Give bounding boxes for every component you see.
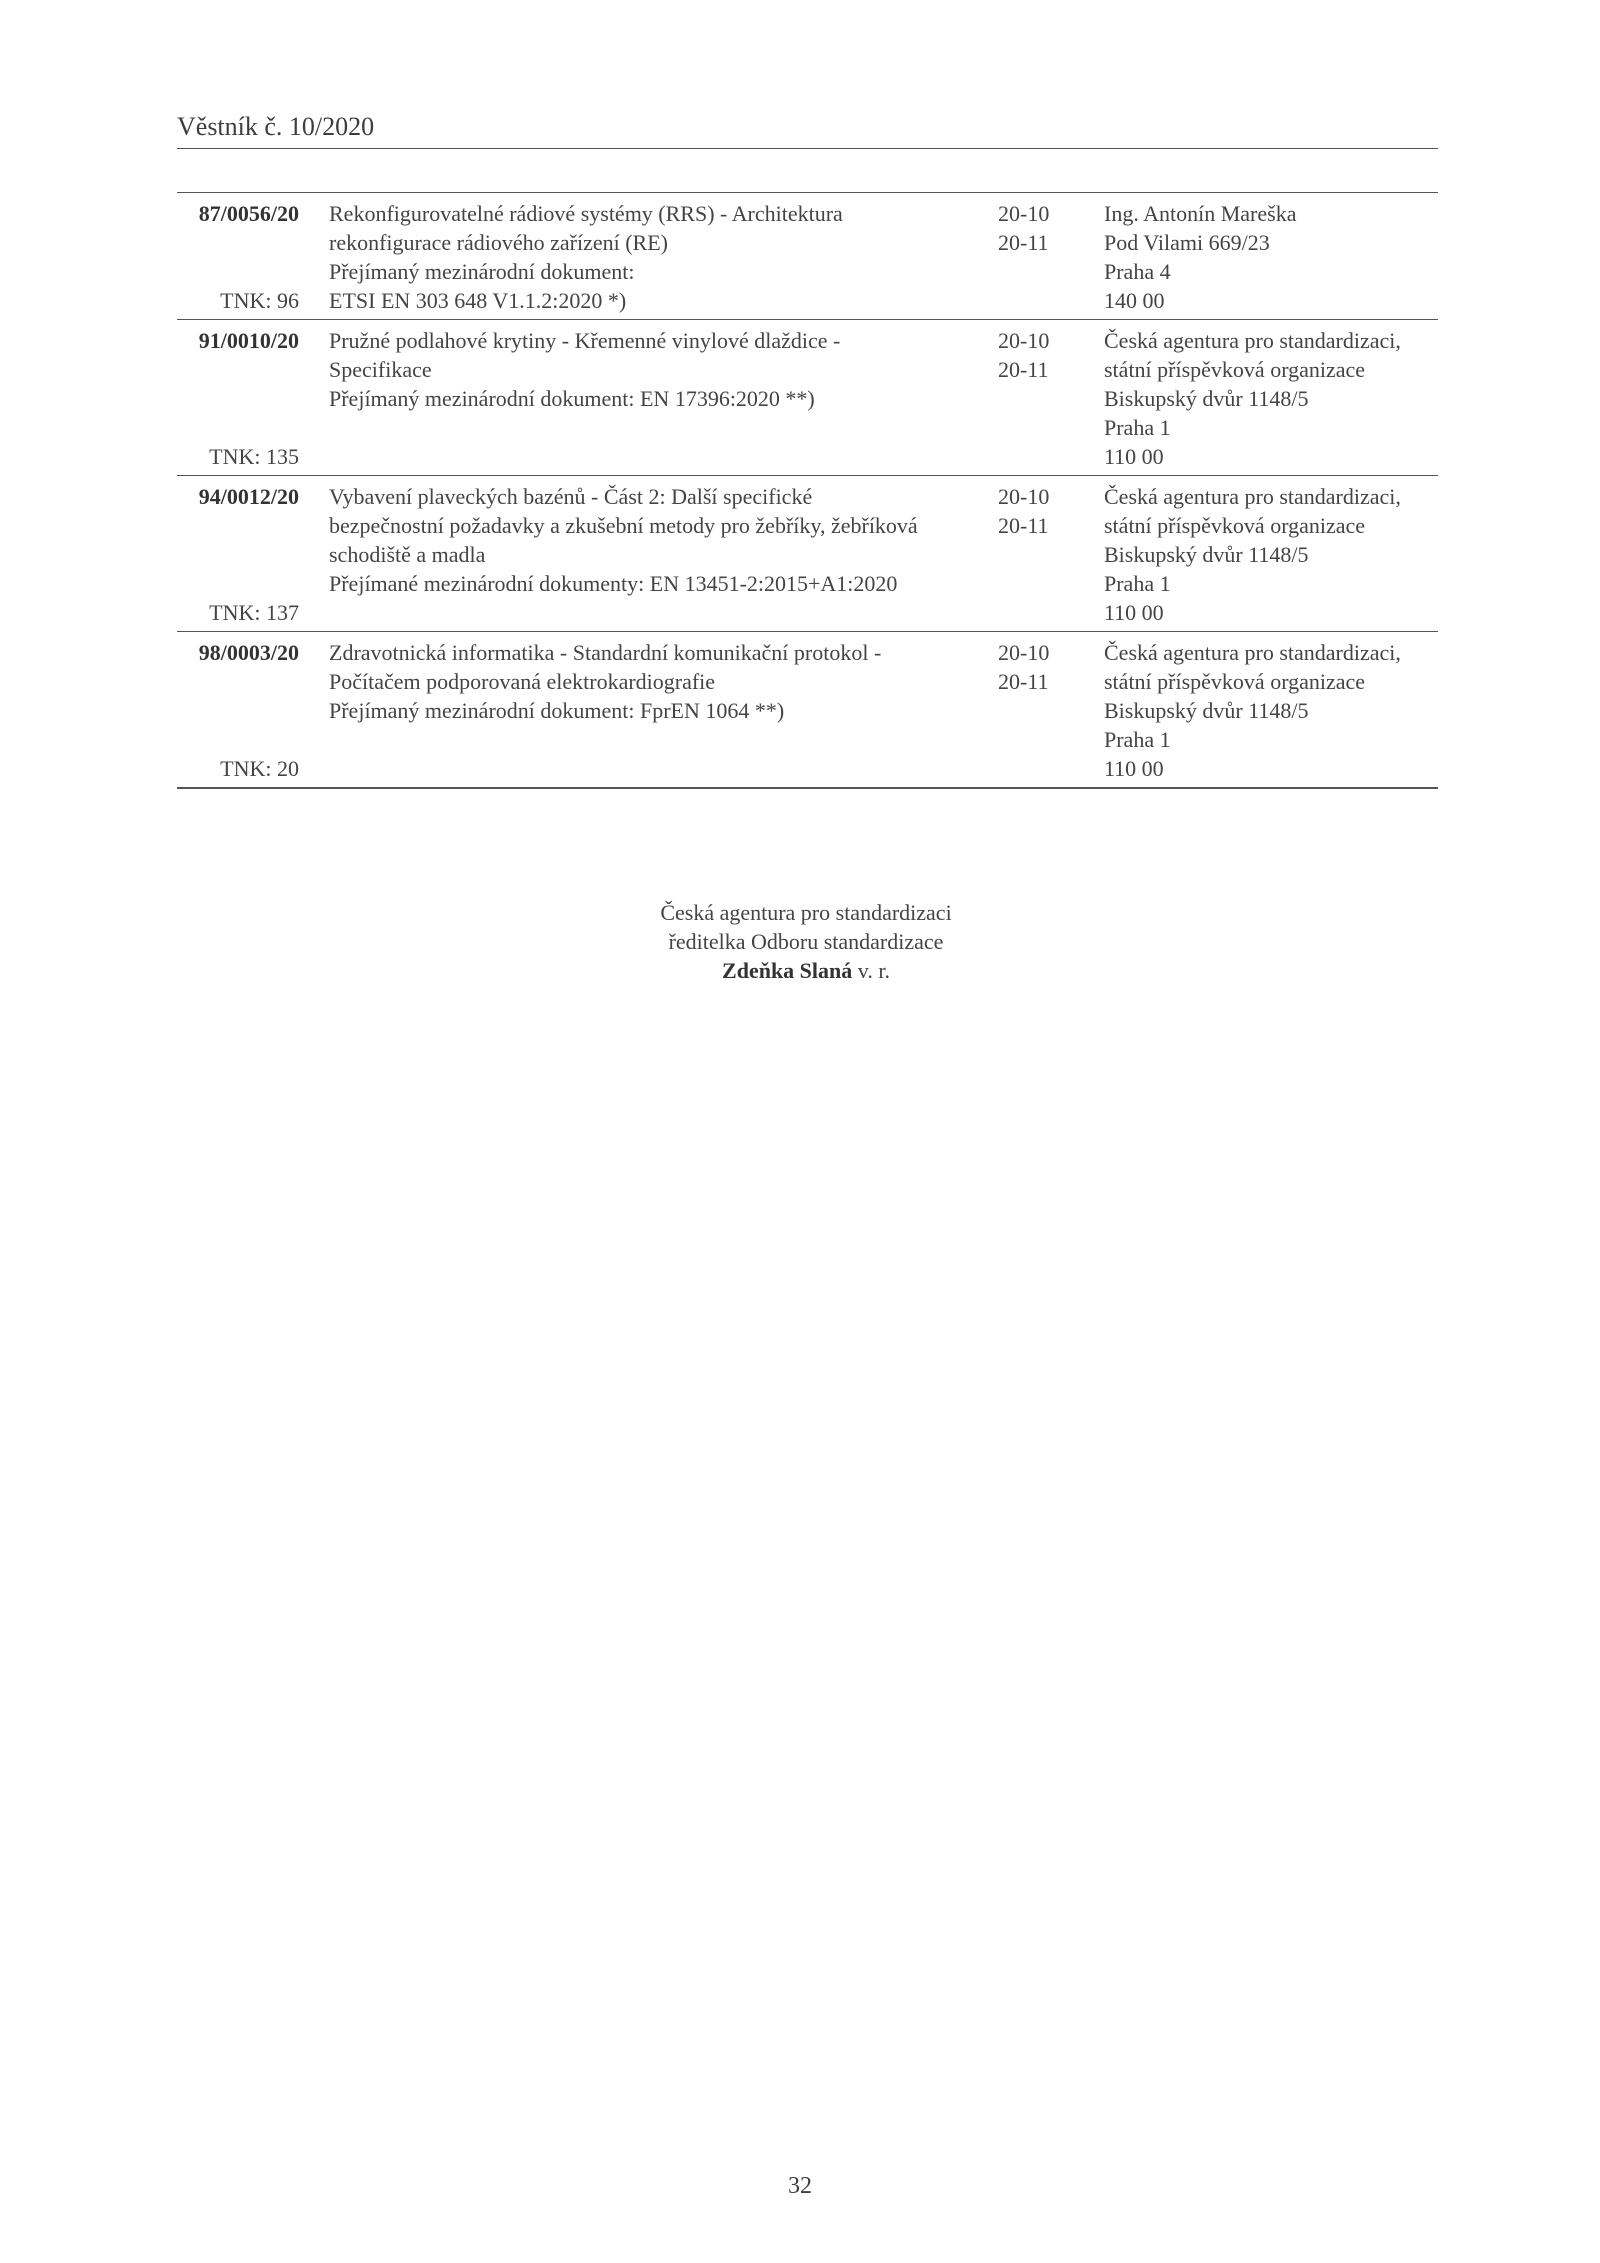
dates-cell xyxy=(998,632,1088,789)
description-line: Přejímaný mezinárodní dokument: FprEN 1064 **) xyxy=(329,698,785,723)
date-code: 20-11 xyxy=(998,357,1049,382)
address-line: Praha 1 xyxy=(1104,727,1171,752)
signature-name: Zdeňka Slaná xyxy=(722,958,853,983)
description-cell xyxy=(315,632,998,789)
date-code: 20-11 xyxy=(998,230,1049,255)
signature-position: ředitelka Odboru standardizace xyxy=(668,929,944,954)
address-line: Česká agentura pro standardizaci, xyxy=(1104,484,1401,509)
signature-name-line xyxy=(500,956,1112,985)
signature-organization: Česká agentura pro standardizaci xyxy=(660,900,952,925)
description-line: Vybavení plaveckých bazénů - Část 2: Další specifické xyxy=(329,484,813,509)
description-line: Přejímaný mezinárodní dokument: xyxy=(329,259,635,284)
notification-number: 91/0010/20 xyxy=(198,328,299,353)
address-line: Pod Vilami 669/23 xyxy=(1104,230,1270,255)
dates-cell xyxy=(998,320,1088,476)
address-line: státní příspěvková organizace xyxy=(1104,669,1366,694)
address-line: Biskupský dvůr 1148/5 xyxy=(1104,542,1309,567)
description-line: Specifikace xyxy=(329,357,432,382)
table-row xyxy=(177,193,1438,320)
address-line: Praha 1 xyxy=(1104,415,1171,440)
address-line: 110 00 xyxy=(1104,600,1164,625)
tnk-code: TNK: 20 xyxy=(220,756,299,781)
signature-block xyxy=(500,898,1112,985)
description-line: Přejímaný mezinárodní dokument: EN 17396:2020 **) xyxy=(329,386,815,411)
description-cell xyxy=(315,193,998,320)
tnk-code: TNK: 96 xyxy=(220,288,299,313)
notification-number: 98/0003/20 xyxy=(198,640,299,665)
row-identifier-cell xyxy=(177,476,315,632)
dates-cell xyxy=(998,476,1088,632)
tnk-code: TNK: 137 xyxy=(209,600,299,625)
page-number: 32 xyxy=(788,2173,812,2199)
address-cell xyxy=(1088,476,1438,632)
description-line: bezpečnostní požadavky a zkušební metody pro žebříky, žebříková xyxy=(329,513,918,538)
row-identifier-cell xyxy=(177,320,315,476)
address-line: Ing. Antonín Mareška xyxy=(1104,201,1297,226)
description-line: Počítačem podporovaná elektrokardiografie xyxy=(329,669,716,694)
address-line: 110 00 xyxy=(1104,444,1164,469)
address-line: Biskupský dvůr 1148/5 xyxy=(1104,386,1309,411)
address-cell xyxy=(1088,320,1438,476)
address-line: Česká agentura pro standardizaci, xyxy=(1104,328,1401,353)
address-line: Praha 1 xyxy=(1104,571,1171,596)
date-code: 20-10 xyxy=(998,201,1050,226)
standards-table-body xyxy=(177,193,1438,789)
description-line: rekonfigurace rádiového zařízení (RE) xyxy=(329,230,668,255)
tnk-code: TNK: 135 xyxy=(209,444,299,469)
address-line: 110 00 xyxy=(1104,756,1164,781)
address-line: Biskupský dvůr 1148/5 xyxy=(1104,698,1309,723)
description-line: Pružné podlahové krytiny - Křemenné vinylové dlaždice - xyxy=(329,328,841,353)
table-row xyxy=(177,476,1438,632)
description-line: Rekonfigurovatelné rádiové systémy (RRS) - Architektura xyxy=(329,201,843,226)
date-code: 20-10 xyxy=(998,328,1050,353)
address-line: Česká agentura pro standardizaci, xyxy=(1104,640,1401,665)
date-code: 20-11 xyxy=(998,669,1049,694)
address-line: státní příspěvková organizace xyxy=(1104,357,1366,382)
table-row xyxy=(177,632,1438,789)
standards-table xyxy=(177,192,1438,789)
table-row xyxy=(177,320,1438,476)
date-code: 20-10 xyxy=(998,484,1050,509)
description-line: Přejímané mezinárodní dokumenty: EN 13451-2:2015+A1:2020 xyxy=(329,571,898,596)
dates-cell xyxy=(998,193,1088,320)
address-cell xyxy=(1088,632,1438,789)
address-line: státní příspěvková organizace xyxy=(1104,513,1366,538)
description-line: ETSI EN 303 648 V1.1.2:2020 *) xyxy=(329,288,627,313)
row-identifier-cell xyxy=(177,632,315,789)
description-cell xyxy=(315,476,998,632)
bulletin-title: Věstník č. 10/2020 xyxy=(177,112,375,141)
address-line: Praha 4 xyxy=(1104,259,1171,284)
description-line: Zdravotnická informatika - Standardní komunikační protokol - xyxy=(329,640,882,665)
date-code: 20-11 xyxy=(998,513,1049,538)
notification-number: 87/0056/20 xyxy=(198,201,299,226)
page-header xyxy=(177,112,1438,149)
address-cell xyxy=(1088,193,1438,320)
description-line: schodiště a madla xyxy=(329,542,486,567)
description-cell xyxy=(315,320,998,476)
signature-suffix: v. r. xyxy=(852,958,890,983)
date-code: 20-10 xyxy=(998,640,1050,665)
row-identifier-cell xyxy=(177,193,315,320)
notification-number: 94/0012/20 xyxy=(198,484,299,509)
address-line: 140 00 xyxy=(1104,288,1165,313)
